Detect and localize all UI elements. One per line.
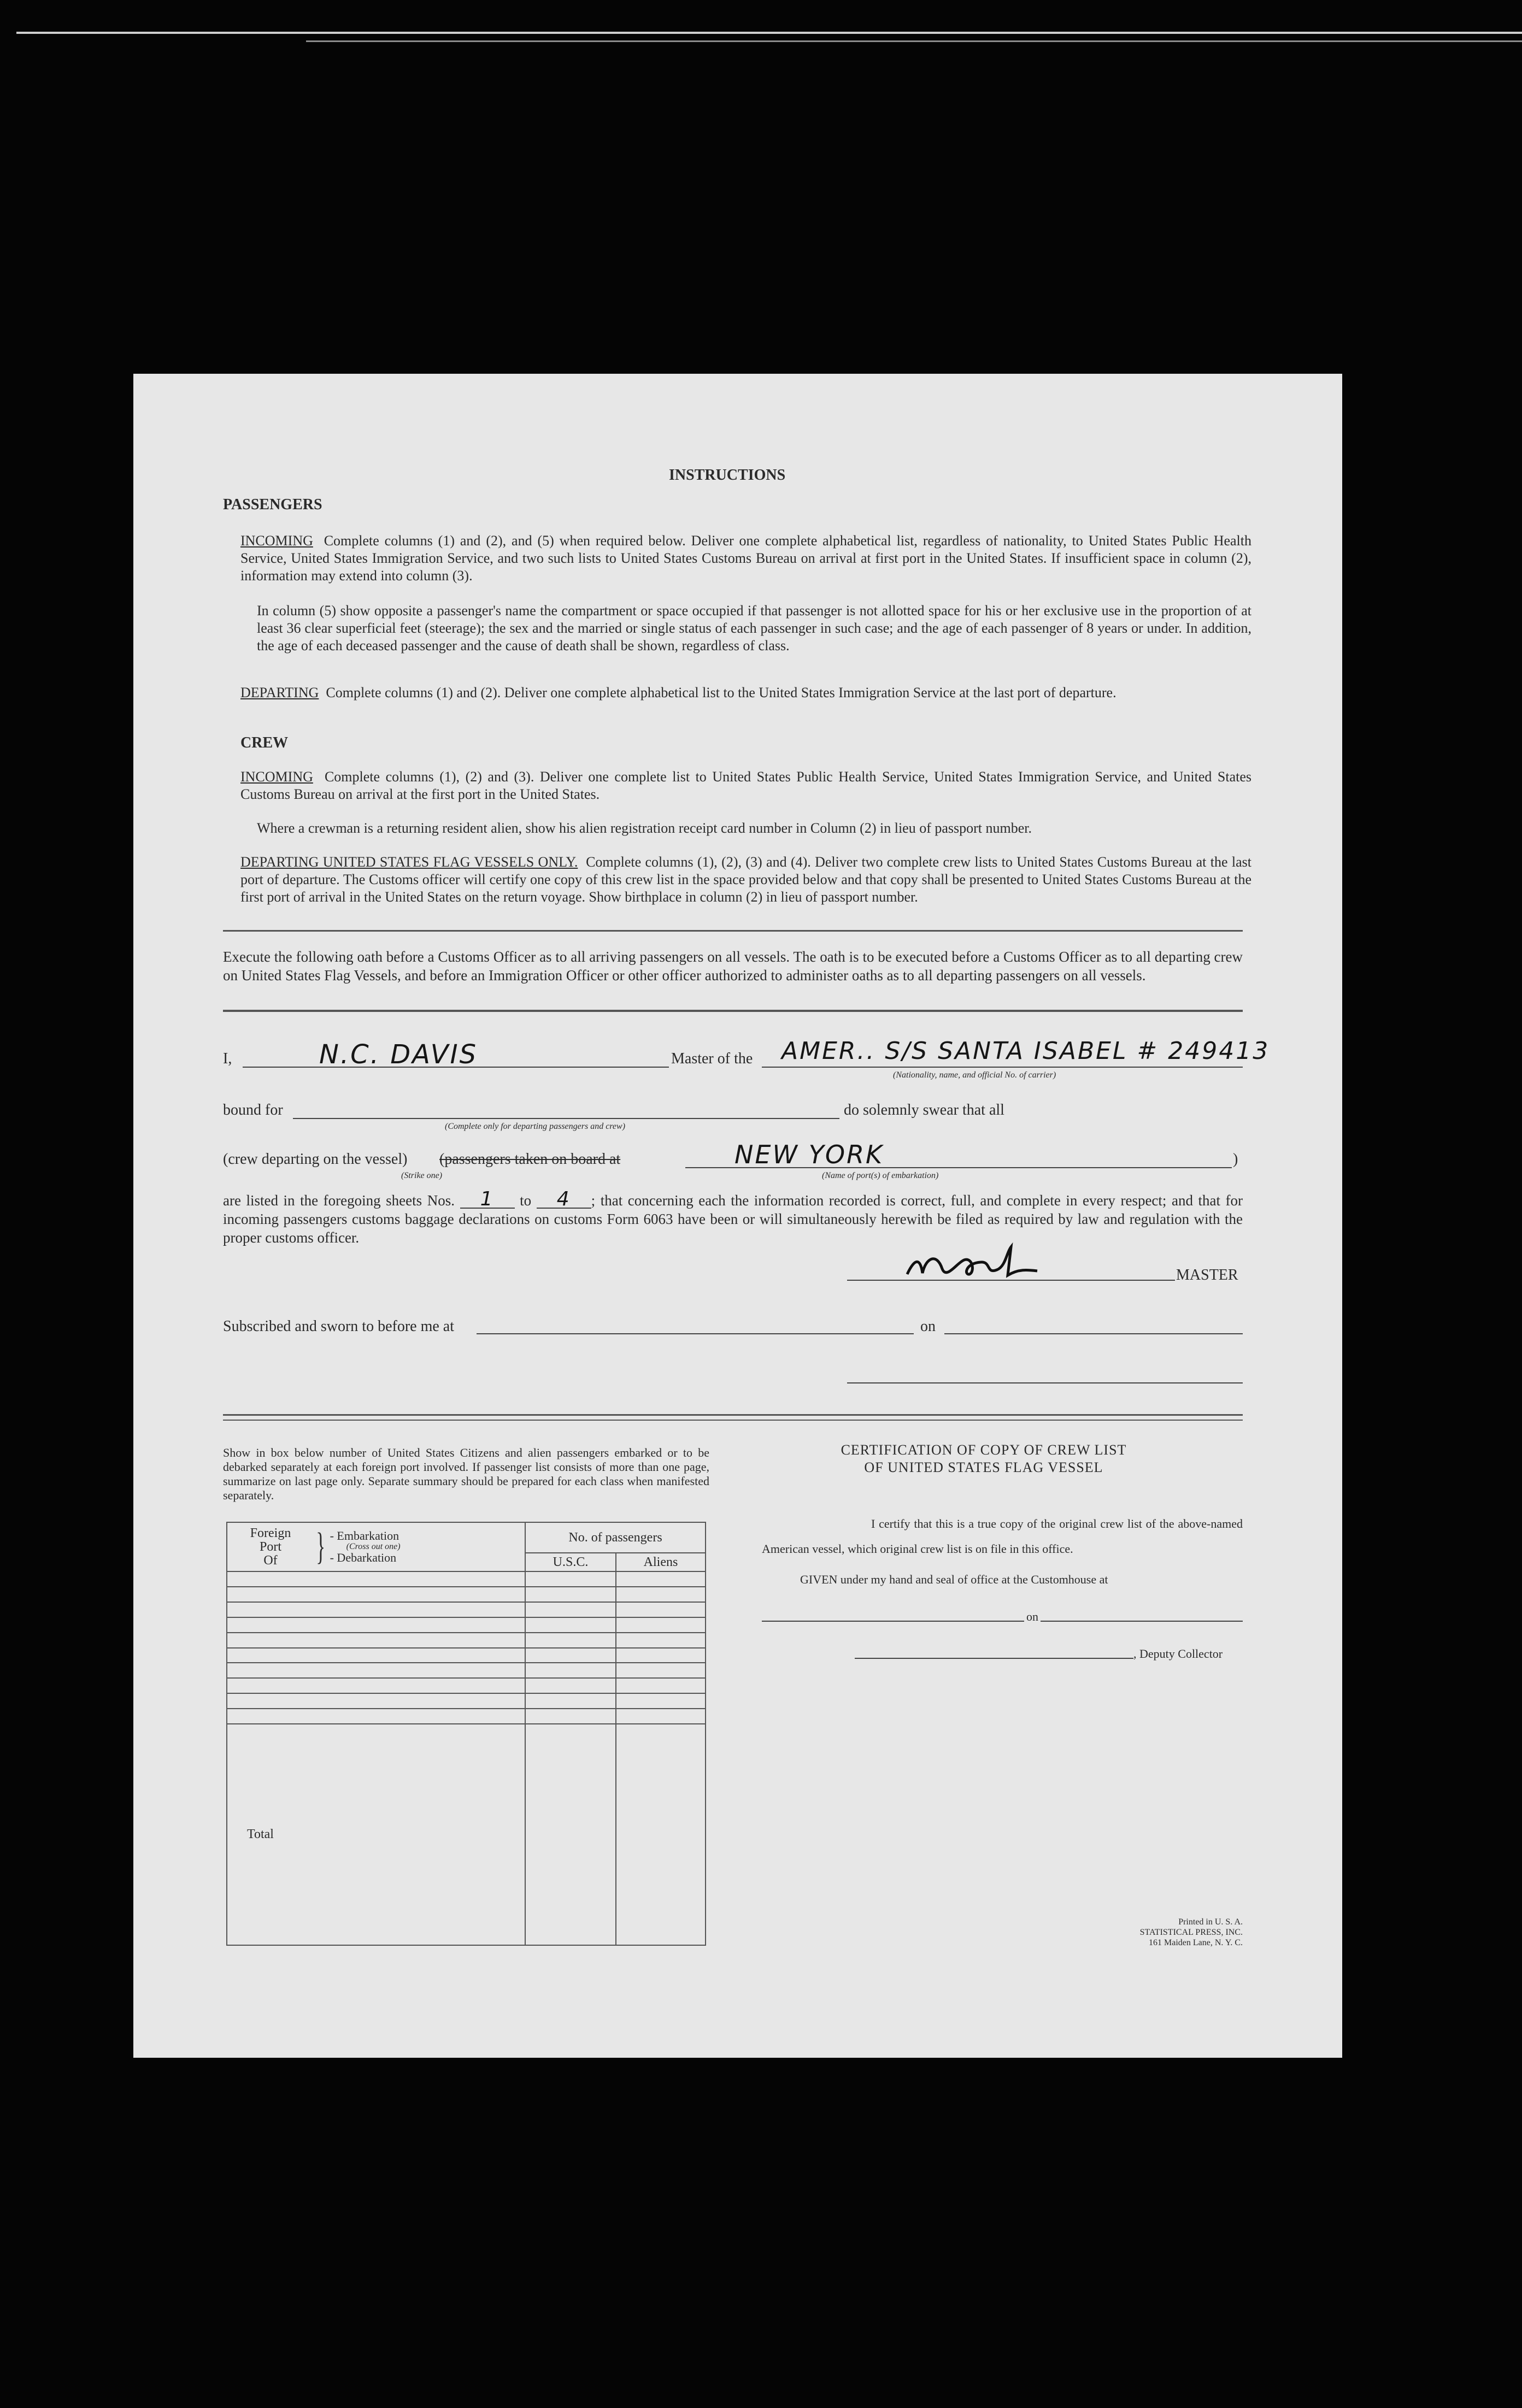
master-of-label: Master of the <box>671 1050 753 1067</box>
port-cell <box>227 1709 525 1724</box>
table-row <box>227 1571 706 1587</box>
departing-flag-text: Complete columns (1), (2), (3) and (4). Deliver two complete crew lists to United States Customs Bureau at the last port of departure. The Customs officer will certify one copy of this crew list in the space provided below and that copy shall be presented to United States Customs Bureau at the first port of arrival in the United States on the return voyage. Show birthplace in column (2) in lieu of passport number. <box>240 854 1252 905</box>
crew-incoming-text: Complete columns (1), (2) and (3). Deliver one complete list to United States Public Health Service, United States Immigration Service, and United States Customs Bureau on arrival at the first port in the United States. <box>240 769 1252 802</box>
swear-label: do solemnly swear that all <box>844 1102 1004 1118</box>
film-edge-line-secondary <box>306 40 1522 42</box>
deputy-signature-line <box>855 1658 1133 1659</box>
usc-cell <box>525 1663 616 1678</box>
aliens-cell <box>616 1602 706 1617</box>
table-row <box>227 1587 706 1602</box>
film-edge-line <box>16 32 1522 34</box>
incoming-label: INCOMING <box>240 533 313 549</box>
certify-text: I certify that this is a true copy of the original crew list of the above-named American vessel, which original crew list is on file in this office. <box>762 1517 1243 1556</box>
foreign-port-line: Foreign <box>250 1526 291 1540</box>
usc-cell <box>525 1633 616 1648</box>
passengers-struck-label: (passengers taken on board at <box>439 1151 621 1168</box>
printer-line: Printed in U. S. A. <box>1178 1917 1243 1927</box>
deputy-collector-label: , Deputy Collector <box>1133 1647 1223 1661</box>
table-header-row <box>227 1522 706 1553</box>
usc-cell <box>525 1617 616 1633</box>
master-name: N.C. DAVIS <box>319 1039 478 1070</box>
divider-line <box>223 930 1243 932</box>
departing-flag-label: DEPARTING UNITED STATES FLAG VESSELS ONLY. <box>240 854 578 870</box>
table-row <box>227 1693 706 1709</box>
oath-i-label: I, <box>223 1050 232 1067</box>
usc-cell <box>525 1648 616 1663</box>
table-row <box>227 1633 706 1648</box>
usc-header: U.S.C. <box>525 1553 616 1571</box>
aliens-cell <box>616 1693 706 1709</box>
bound-for-label: bound for <box>223 1102 283 1118</box>
bound-for-line <box>293 1118 839 1119</box>
printer-imprint <box>1062 1917 1243 1948</box>
departing-flag-instruction <box>240 853 1251 906</box>
cross-out-note: (Cross out one) <box>346 1542 401 1551</box>
crew-heading: CREW <box>240 734 289 751</box>
port-header-cell <box>227 1522 525 1571</box>
table-row <box>227 1709 706 1724</box>
foreign-port-label <box>230 1527 312 1568</box>
port-cell <box>227 1648 525 1663</box>
sheet-from: 1 <box>460 1191 515 1209</box>
subscribed-label: Subscribed and sworn to before me at <box>223 1318 454 1335</box>
usc-cell <box>525 1587 616 1602</box>
aliens-cell <box>616 1663 706 1678</box>
total-label: Total <box>227 1724 525 1945</box>
debarkation-label: - Debarkation <box>330 1551 397 1564</box>
certification-on-label: on <box>1026 1610 1038 1623</box>
sheet-to: 4 <box>537 1191 591 1209</box>
oath-intro: Execute the following oath before a Customs Officer as to all arriving passengers on all vessels. The oath is to be executed before a Customs Officer as to all departing crew on United States Flag Vessels, and before an Immigration Officer or other officer authorized to administer oaths as to all departing passengers on all vessels. <box>223 949 1243 984</box>
passengers-departing-instruction <box>240 684 1251 702</box>
master-signature <box>904 1241 1041 1285</box>
crew-incoming-instruction <box>240 768 1251 803</box>
port-name: NEW YORK <box>734 1140 884 1169</box>
certification-title <box>754 1441 1213 1476</box>
usc-cell <box>525 1678 616 1693</box>
port-cell <box>227 1663 525 1678</box>
table-row <box>227 1648 706 1663</box>
subscribed-place-line <box>477 1333 914 1334</box>
printer-line: 161 Maiden Lane, N. Y. C. <box>1149 1938 1243 1947</box>
usc-cell <box>525 1602 616 1617</box>
certification-date-line <box>1041 1621 1243 1622</box>
subscribed-date-line <box>944 1333 1243 1334</box>
usc-total-cell <box>525 1724 616 1945</box>
usc-cell <box>525 1693 616 1709</box>
printer-line: STATISTICAL PRESS, INC. <box>1139 1928 1243 1937</box>
no-of-passengers-header: No. of passengers <box>525 1522 706 1553</box>
aliens-cell <box>616 1587 706 1602</box>
usc-cell <box>525 1709 616 1724</box>
sheets-statement <box>223 1188 1243 1247</box>
vessel-name: AMER.. S/S SANTA ISABEL # 249413 <box>781 1037 1270 1065</box>
port-caption: (Name of port(s) of embarkation) <box>822 1171 939 1180</box>
total-row <box>227 1724 706 1945</box>
crewman-instruction: Where a crewman is a returning resident alien, show his alien registration receipt card number in Column (2) in lieu of passport number. <box>257 820 1032 836</box>
aliens-header: Aliens <box>616 1553 706 1571</box>
aliens-cell <box>616 1617 706 1633</box>
vessel-line <box>762 1067 1243 1068</box>
port-cell <box>227 1617 525 1633</box>
aliens-cell <box>616 1571 706 1587</box>
crew-departing-label: (crew departing on the vessel) <box>223 1151 408 1168</box>
table-row <box>227 1617 706 1633</box>
officer-signature-line <box>847 1382 1243 1383</box>
given-text: GIVEN under my hand and seal of office at the Customhouse at <box>800 1573 1108 1586</box>
foreign-port-line: Of <box>263 1553 278 1568</box>
port-cell <box>227 1571 525 1587</box>
certification-title-line: OF UNITED STATES FLAG VESSEL <box>864 1459 1103 1475</box>
bound-caption: (Complete only for departing passengers and crew) <box>445 1122 626 1131</box>
divider-line <box>223 1010 1243 1012</box>
port-cell <box>227 1587 525 1602</box>
divider-line <box>223 1420 1243 1421</box>
embarkation-label: - Embarkation <box>330 1529 399 1542</box>
departing-text: Complete columns (1) and (2). Deliver one complete alphabetical list to the United States Immigration Service at the last port of departure. <box>326 685 1116 700</box>
aliens-total-cell <box>616 1724 706 1945</box>
passengers-heading: PASSENGERS <box>223 496 322 513</box>
port-cell <box>227 1633 525 1648</box>
departing-label: DEPARTING <box>240 685 319 700</box>
subscribed-on-label: on <box>920 1318 936 1335</box>
sheets-text: ; that concerning each the information recorded is correct, full, and complete in every respect; and that for incoming passengers customs baggage declarations on customs Form 6063 have been or will simultaneously herewith be filed as required by law and regulation with the proper customs officer. <box>223 1192 1243 1246</box>
passenger-summary-table <box>226 1522 706 1946</box>
strike-caption: (Strike one) <box>401 1171 443 1180</box>
to-label: to <box>520 1192 532 1209</box>
embark-options <box>330 1529 401 1564</box>
divider-line <box>223 1414 1243 1416</box>
vessel-caption: (Nationality, name, and official No. of carrier) <box>893 1070 1056 1080</box>
instructions-title: INSTRUCTIONS <box>669 467 786 484</box>
table-row <box>227 1678 706 1693</box>
port-cell <box>227 1678 525 1693</box>
incoming-text: Complete columns (1) and (2), and (5) when required below. Deliver one complete alphabetical list, regardless of nationality, to United States Public Health Service, United States Immigration Service, and two such lists to United States Customs Bureau on arrival at first port in the United States. If insufficient space in column (2), information may extend into column (3). <box>240 533 1251 584</box>
sheets-label: are listed in the foregoing sheets Nos. <box>223 1192 455 1209</box>
aliens-cell <box>616 1633 706 1648</box>
crew-incoming-label: INCOMING <box>240 769 313 785</box>
customhouse-line <box>762 1621 1024 1622</box>
port-cell <box>227 1693 525 1709</box>
aliens-cell <box>616 1648 706 1663</box>
summary-note: Show in box below number of United States Citizens and alien passengers embarked or to be debarked separately at each foreign port involved. If passenger list consists of more than one page, summarize on last page only. Separate summary should be prepared for each class when manifested separately. <box>223 1446 709 1502</box>
manifest-page <box>133 374 1342 2058</box>
table-row <box>227 1663 706 1678</box>
close-paren: ) <box>1233 1151 1238 1168</box>
column5-instruction: In column (5) show opposite a passenger's name the compartment or space occupied if that passenger is not allotted space for his or her exclusive use in the proportion of at least 36 clear superficial feet (steerage); the sex and the married or single status of each passenger in such case; and the age of each passenger of 8 years or under. In addition, the age of each deceased passenger and the cause of death shall be shown, regardless of class. <box>257 603 1251 653</box>
aliens-cell <box>616 1709 706 1724</box>
aliens-cell <box>616 1678 706 1693</box>
brace-symbol: } <box>316 1526 326 1568</box>
foreign-port-line: Port <box>259 1539 281 1554</box>
port-cell <box>227 1602 525 1617</box>
master-label: MASTER <box>1176 1267 1238 1284</box>
certification-title-line: CERTIFICATION OF COPY OF CREW LIST <box>841 1442 1127 1458</box>
passengers-incoming-instruction <box>240 532 1251 585</box>
table-row <box>227 1602 706 1617</box>
usc-cell <box>525 1571 616 1587</box>
